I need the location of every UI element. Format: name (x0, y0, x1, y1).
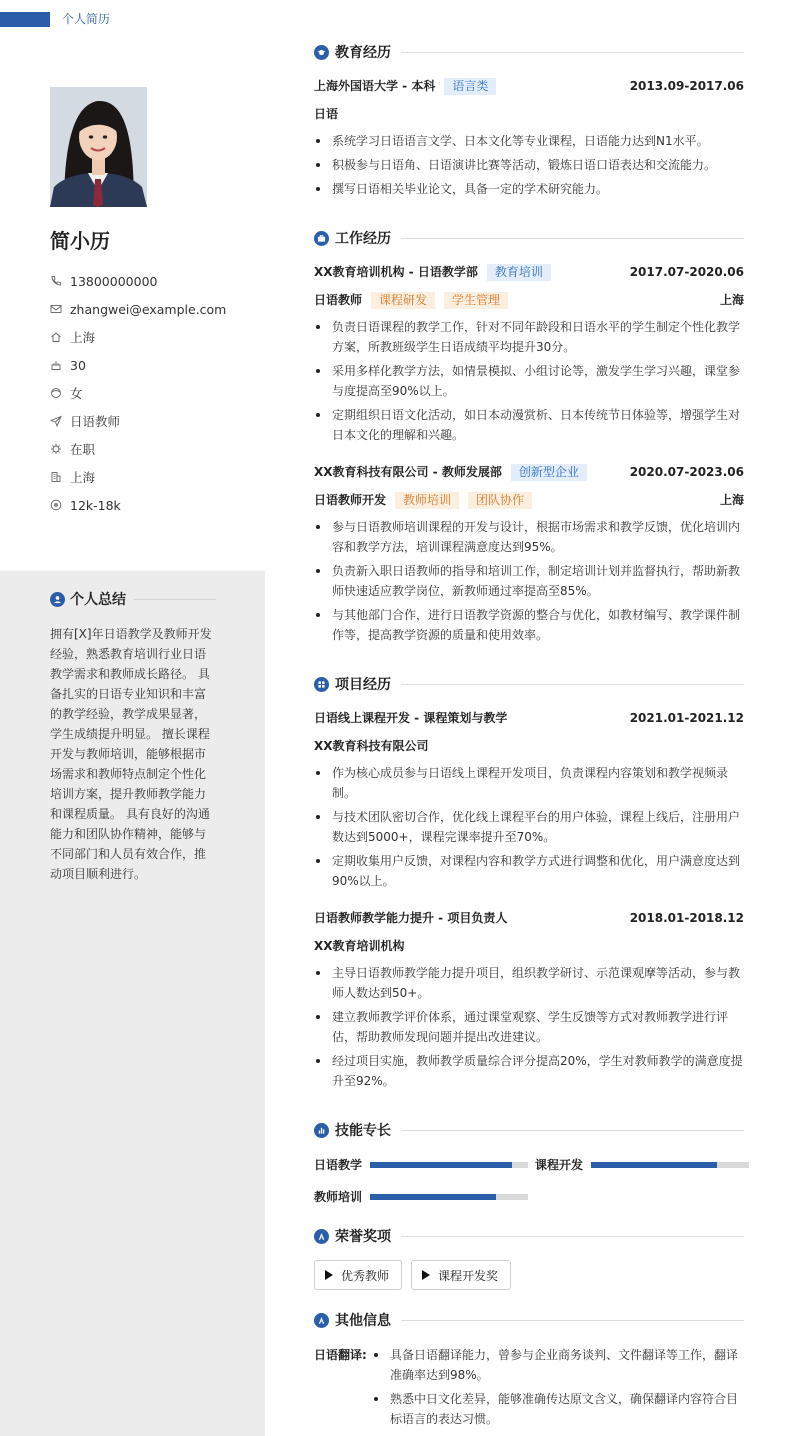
other-title: 其他信息 (335, 1313, 391, 1329)
skill-bar-fill (370, 1162, 512, 1168)
company-name: XX教育科技有限公司 - 教师发展部 (314, 465, 502, 479)
summary-heading (50, 589, 216, 609)
award-item (314, 1260, 402, 1290)
mail-icon (50, 303, 70, 315)
profile-name: 简小历 (50, 229, 110, 253)
projects-title: 项目经历 (335, 677, 391, 693)
projects-heading (314, 674, 744, 694)
play-icon (422, 1270, 430, 1280)
project-name: 日语教师教学能力提升 - 项目负责人 (314, 911, 508, 925)
age-text: 30 (70, 357, 86, 373)
list-item: 定期收集用户反馈，对课程内容和教学方式进行调整和优化，用户满意度达到90%以上。 (314, 851, 744, 891)
send-icon (50, 415, 70, 427)
other-list (370, 1345, 744, 1433)
school-name: 上海外国语大学 - 本科 (314, 79, 436, 93)
skill-bar-fill (370, 1194, 496, 1200)
job-row (314, 263, 744, 281)
info-email (50, 295, 226, 323)
job-city: 上海 (719, 493, 744, 507)
gender-text: 女 (70, 386, 83, 401)
project-list (314, 963, 744, 1095)
list-item: 建立教师教学评价体系，通过课堂观察、学生反馈等方式对教师教学进行评估，帮助教师发现问题并提出改进建议。 (314, 1007, 744, 1047)
list-item: 与其他部门合作，进行日语教学资源的整合与优化，如教材编写、教学课件制作等，提高教学资源的质量和使用效率。 (314, 605, 744, 645)
list-item: 具备日语翻译能力，曾参与企业商务谈判、文件翻译等工作，翻译准确率达到98%。 (370, 1345, 744, 1385)
project-date: 2021.01-2021.12 (629, 711, 744, 725)
work-title: 工作经历 (335, 231, 391, 247)
info-location (50, 323, 226, 351)
list-item: 撰写日语相关毕业论文，具备一定的学术研究能力。 (314, 179, 744, 199)
award-label: 优秀教师 (341, 1268, 390, 1283)
education-title: 教育经历 (335, 45, 391, 61)
skill-name: 教师培训 (314, 1190, 363, 1204)
info-phone (50, 267, 226, 295)
status-icon (50, 443, 70, 455)
list-item: 采用多样化教学方法，如情景模拟、小组讨论等，激发学生学习兴趣，课堂参与度提高至90%以上。 (314, 361, 744, 401)
list-item: 主导日语教师教学能力提升项目，组织教学研讨、示范课观摩等活动，参与教师人数达到50+。 (314, 963, 744, 1003)
divider (401, 238, 744, 239)
page-title: 个人简历 (62, 12, 111, 26)
location-text: 上海 (70, 330, 96, 345)
email-text: zhangwei@example.com (70, 301, 227, 317)
award-item (411, 1260, 511, 1290)
divider (401, 1236, 744, 1237)
info-gender (50, 379, 226, 407)
target-city-text: 上海 (70, 470, 96, 485)
job-row (314, 463, 744, 481)
divider (401, 52, 744, 53)
job-city: 上海 (719, 293, 744, 307)
work-heading (314, 228, 744, 248)
grid-icon (314, 677, 329, 692)
skills-heading (314, 1120, 744, 1140)
phone-icon (50, 275, 70, 287)
award-label: 课程开发奖 (438, 1268, 499, 1283)
company-tag: 创新型企业 (511, 464, 587, 481)
status-text: 在职 (70, 442, 96, 457)
list-item: 系统学习日语语言文学、日本文化等专业课程，日语能力达到N1水平。 (314, 131, 744, 151)
play-icon (325, 1270, 333, 1280)
job-date: 2017.07-2020.06 (629, 265, 744, 279)
company-name: XX教育培训机构 - 日语教学部 (314, 265, 478, 279)
skill-name: 课程开发 (535, 1158, 584, 1172)
graduation-cap-icon (314, 45, 329, 60)
job-role: 日语教师开发 (314, 493, 387, 507)
building-icon (50, 471, 70, 483)
skills-title: 技能专长 (335, 1123, 391, 1139)
job-duties-list (314, 317, 744, 449)
awards-heading (314, 1226, 744, 1246)
bar-chart-icon (314, 1123, 329, 1138)
divider (401, 1320, 744, 1321)
info-position (50, 407, 226, 435)
skill-bar (591, 1162, 749, 1168)
list-item: 负责日语课程的教学工作，针对不同年龄段和日语水平的学生制定个性化教学方案，所教班级学生日语成绩平均提升30分。 (314, 317, 744, 357)
education-date: 2013.09-2017.06 (629, 79, 744, 93)
project-list (314, 763, 744, 895)
school-tag: 语言类 (444, 78, 496, 95)
info-salary (50, 491, 226, 519)
list-item: 作为核心成员参与日语线上课程开发项目，负责课程内容策划和教学视频录制。 (314, 763, 744, 803)
list-item: 定期组织日语文化活动，如日本动漫赏析、日本传统节日体验等，增强学生对日本文化的理解和兴趣。 (314, 405, 744, 445)
skill-tag: 团队协作 (468, 492, 532, 509)
skill-bar (370, 1194, 528, 1200)
list-item: 经过项目实施，教师教学质量综合评分提高20%，学生对教师教学的满意度提升至92%。 (314, 1051, 744, 1091)
skill-tag: 教师培训 (395, 492, 459, 509)
header-accent-bar (0, 12, 50, 27)
summary-title: 个人总结 (70, 592, 126, 608)
divider (401, 684, 744, 685)
project-row (314, 909, 744, 927)
project-date: 2018.01-2018.12 (629, 911, 744, 925)
skill-item (314, 1156, 528, 1173)
skill-item (535, 1156, 749, 1173)
project-org-row (314, 737, 744, 755)
list-item: 与技术团队密切合作，优化线上课程平台的用户体验，课程上线后，注册用户数达到5000+，课程完课率提升至70%。 (314, 807, 744, 847)
briefcase-icon (314, 231, 329, 246)
education-row (314, 77, 744, 95)
cake-icon (50, 359, 70, 371)
coin-icon (50, 499, 70, 511)
project-org: XX教育科技有限公司 (314, 739, 429, 753)
list-item: 参与日语教师培训课程的开发与设计，根据市场需求和教学反馈，优化培训内容和教学方法，培训课程满意度达到95%。 (314, 517, 744, 557)
award-icon (314, 1229, 329, 1244)
contact-info-list (50, 267, 226, 519)
summary-text: 拥有[X]年日语教学及教师开发经验，熟悉教育培训行业日语教学需求和教师成长路径。 具备扎实的日语专业知识和丰富的教学经验，教学成果显著，学生成绩提升明显。 擅长课程开发与教师培训，能够根据市场需求和教师特点制定个性化培训方案，提升教师教学能力和课程质量。 具有良好的沟通能力和团队协作精神，能够与不同部门和人员有效合作，推动项目顺利进行。 (50, 627, 212, 881)
job-role-row (314, 491, 744, 509)
job-date: 2020.07-2023.06 (629, 465, 744, 479)
major-row (314, 105, 744, 123)
skill-tag: 学生管理 (444, 292, 508, 309)
job-duties-list (314, 517, 744, 649)
user-icon (50, 592, 65, 607)
info-icon (314, 1313, 329, 1328)
job-role-row (314, 291, 744, 309)
info-target-city (50, 463, 226, 491)
list-item: 熟悉中日文化差异，能够准确传达原文含义，确保翻译内容符合目标语言的表达习惯。 (370, 1389, 744, 1429)
company-tag: 教育培训 (487, 264, 551, 281)
project-org: XX教育培训机构 (314, 939, 405, 953)
list-item: 负责新入职日语教师的指导和培训工作，制定培训计划并监督执行，帮助新教师快速适应教学岗位，新教师通过率提高至85%。 (314, 561, 744, 601)
skill-tag: 课程研发 (371, 292, 435, 309)
divider (134, 599, 216, 600)
skill-bar-fill (591, 1162, 717, 1168)
skill-bar (370, 1162, 528, 1168)
education-list (314, 131, 744, 203)
avatar (50, 87, 147, 207)
home-icon (50, 331, 70, 343)
job-role: 日语教师 (314, 293, 363, 307)
project-row (314, 709, 744, 727)
position-text: 日语教师 (70, 414, 121, 429)
major-name: 日语 (314, 107, 339, 121)
list-item: 积极参与日语角、日语演讲比赛等活动，锻炼日语口语表达和交流能力。 (314, 155, 744, 175)
project-name: 日语线上课程开发 - 课程策划与教学 (314, 711, 508, 725)
other-heading (314, 1310, 744, 1330)
divider (401, 1130, 744, 1131)
gender-icon (50, 387, 70, 399)
skill-item (314, 1188, 528, 1205)
education-heading (314, 42, 744, 62)
info-age (50, 351, 226, 379)
project-org-row (314, 937, 744, 955)
awards-title: 荣誉奖项 (335, 1229, 391, 1245)
phone-text: 13800000000 (70, 273, 158, 289)
info-status (50, 435, 226, 463)
other-label: 日语翻译: (314, 1348, 367, 1362)
salary-text: 12k-18k (70, 497, 121, 513)
skill-name: 日语教学 (314, 1158, 363, 1172)
